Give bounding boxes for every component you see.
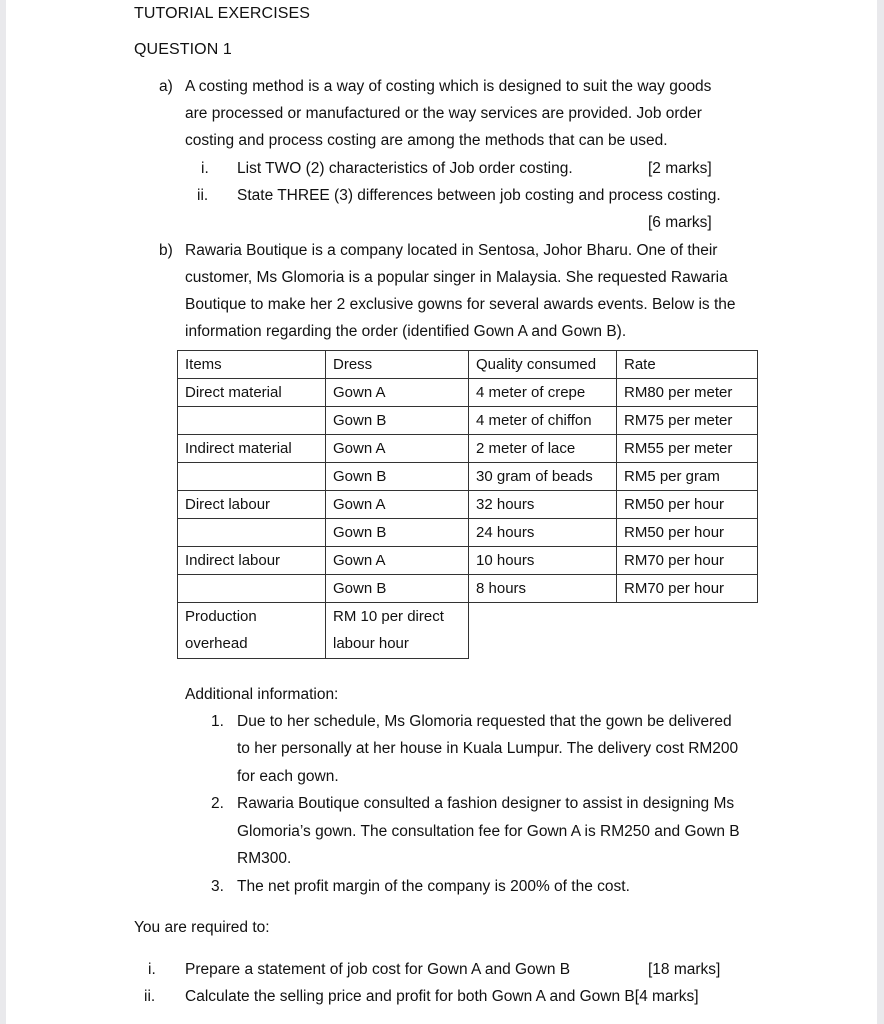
table-cell: 24 hours <box>469 519 617 547</box>
overhead-item-line: overhead <box>185 635 248 652</box>
additional-item-line: to her personally at her house in Kuala Lumpur. The delivery cost RM200 <box>237 740 739 757</box>
required-item-marks: [18 marks] <box>648 961 721 978</box>
table-row <box>178 547 758 575</box>
table-cell: RM80 per meter <box>617 379 758 407</box>
table-cell: 4 meter of crepe <box>469 379 617 407</box>
part-a-item-num: ii. <box>197 187 209 204</box>
table-cell: Gown B <box>326 463 469 491</box>
additional-title: Additional information: <box>185 686 339 703</box>
question-title: QUESTION 1 <box>134 41 232 58</box>
part-a-item-marks: [2 marks] <box>648 160 712 177</box>
table-header-cell: Items <box>178 351 326 379</box>
part-a-line: costing and process costing are among the methods that can be used. <box>185 132 668 149</box>
page-edge-right <box>877 0 884 1024</box>
table-cell: RM50 per hour <box>617 491 758 519</box>
table-header-cell: Dress <box>326 351 469 379</box>
table-cell: 10 hours <box>469 547 617 575</box>
table-cell: RM55 per meter <box>617 435 758 463</box>
table-row <box>178 379 758 407</box>
part-a-item-text: State THREE (3) differences between job costing and process costing. <box>237 187 721 204</box>
table-cell: Gown B <box>326 407 469 435</box>
part-b-line: information regarding the order (identified Gown A and Gown B). <box>185 323 627 340</box>
table-cell: 4 meter of chiffon <box>469 407 617 435</box>
page-edge-left <box>0 0 6 1024</box>
part-b-label: b) <box>159 242 173 259</box>
table-row <box>178 463 758 491</box>
table-cell: RM75 per meter <box>617 407 758 435</box>
table-cell <box>178 603 326 659</box>
table-cell: Indirect material <box>178 435 326 463</box>
additional-item-num: 1. <box>211 713 224 730</box>
additional-item-line: for each gown. <box>237 768 339 785</box>
table-row <box>178 575 758 603</box>
additional-item-line: Rawaria Boutique consulted a fashion designer to assist in designing Ms <box>237 795 735 812</box>
part-a-item-text: List TWO (2) characteristics of Job order costing. <box>237 160 573 177</box>
table-empty-cell <box>617 603 758 659</box>
table-row <box>178 491 758 519</box>
table-cell <box>178 463 326 491</box>
table-row <box>178 435 758 463</box>
part-a-item-marks: [6 marks] <box>648 214 712 231</box>
table-cell: 8 hours <box>469 575 617 603</box>
part-b-line: customer, Ms Glomoria is a popular singer in Malaysia. She requested Rawaria <box>185 269 728 286</box>
additional-item-line: Glomoria’s gown. The consultation fee for Gown A is RM250 and Gown B <box>237 823 740 840</box>
part-b-line: Rawaria Boutique is a company located in Sentosa, Johor Bharu. One of their <box>185 242 718 259</box>
additional-item-num: 2. <box>211 795 224 812</box>
overhead-rate-line: labour hour <box>333 635 409 652</box>
part-a-item-num: i. <box>201 160 209 177</box>
table-cell <box>326 603 469 659</box>
table-cell: Gown A <box>326 435 469 463</box>
table-cell: 2 meter of lace <box>469 435 617 463</box>
table-cell: Indirect labour <box>178 547 326 575</box>
table-header-row <box>178 351 758 379</box>
tutorial-title: TUTORIAL EXERCISES <box>134 5 311 22</box>
overhead-item-line: Production <box>185 608 257 625</box>
required-item-text: Prepare a statement of job cost for Gown A and Gown B <box>185 961 571 978</box>
table-cell: Gown B <box>326 575 469 603</box>
additional-item-line: The net profit margin of the company is 200% of the cost. <box>237 878 630 895</box>
additional-item-line: RM300. <box>237 850 292 867</box>
table-cell: Gown A <box>326 491 469 519</box>
table-cell: 32 hours <box>469 491 617 519</box>
part-a-line: are processed or manufactured or the way services are provided. Job order <box>185 105 702 122</box>
table-cell: Direct labour <box>178 491 326 519</box>
required-item-num: ii. <box>144 988 156 1005</box>
part-b-line: Boutique to make her 2 exclusive gowns for several awards events. Below is the <box>185 296 736 313</box>
table-cell: RM50 per hour <box>617 519 758 547</box>
table-cell: RM70 per hour <box>617 547 758 575</box>
required-item-text: Calculate the selling price and profit for both Gown A and Gown B[4 marks] <box>185 988 699 1005</box>
additional-item-num: 3. <box>211 878 224 895</box>
part-a-line: A costing method is a way of costing which is designed to suit the way goods <box>185 78 712 95</box>
table-cell: Gown B <box>326 519 469 547</box>
table-header-cell: Rate <box>617 351 758 379</box>
part-a-label: a) <box>159 78 173 95</box>
table-cell <box>178 519 326 547</box>
overhead-rate-line: RM 10 per direct <box>333 608 444 625</box>
table-header-cell: Quality consumed <box>469 351 617 379</box>
table-cell <box>178 575 326 603</box>
table-cell: RM5 per gram <box>617 463 758 491</box>
additional-item-line: Due to her schedule, Ms Glomoria requested that the gown be delivered <box>237 713 732 730</box>
required-title: You are required to: <box>134 919 270 936</box>
table-cell <box>178 407 326 435</box>
cost-table <box>177 350 758 659</box>
table-cell: RM70 per hour <box>617 575 758 603</box>
table-row-overhead <box>178 603 758 659</box>
required-item-num: i. <box>148 961 156 978</box>
table-cell: Gown A <box>326 547 469 575</box>
table-cell: 30 gram of beads <box>469 463 617 491</box>
table-cell: Direct material <box>178 379 326 407</box>
table-empty-cell <box>469 603 617 659</box>
table-row <box>178 407 758 435</box>
table-row <box>178 519 758 547</box>
table-cell: Gown A <box>326 379 469 407</box>
